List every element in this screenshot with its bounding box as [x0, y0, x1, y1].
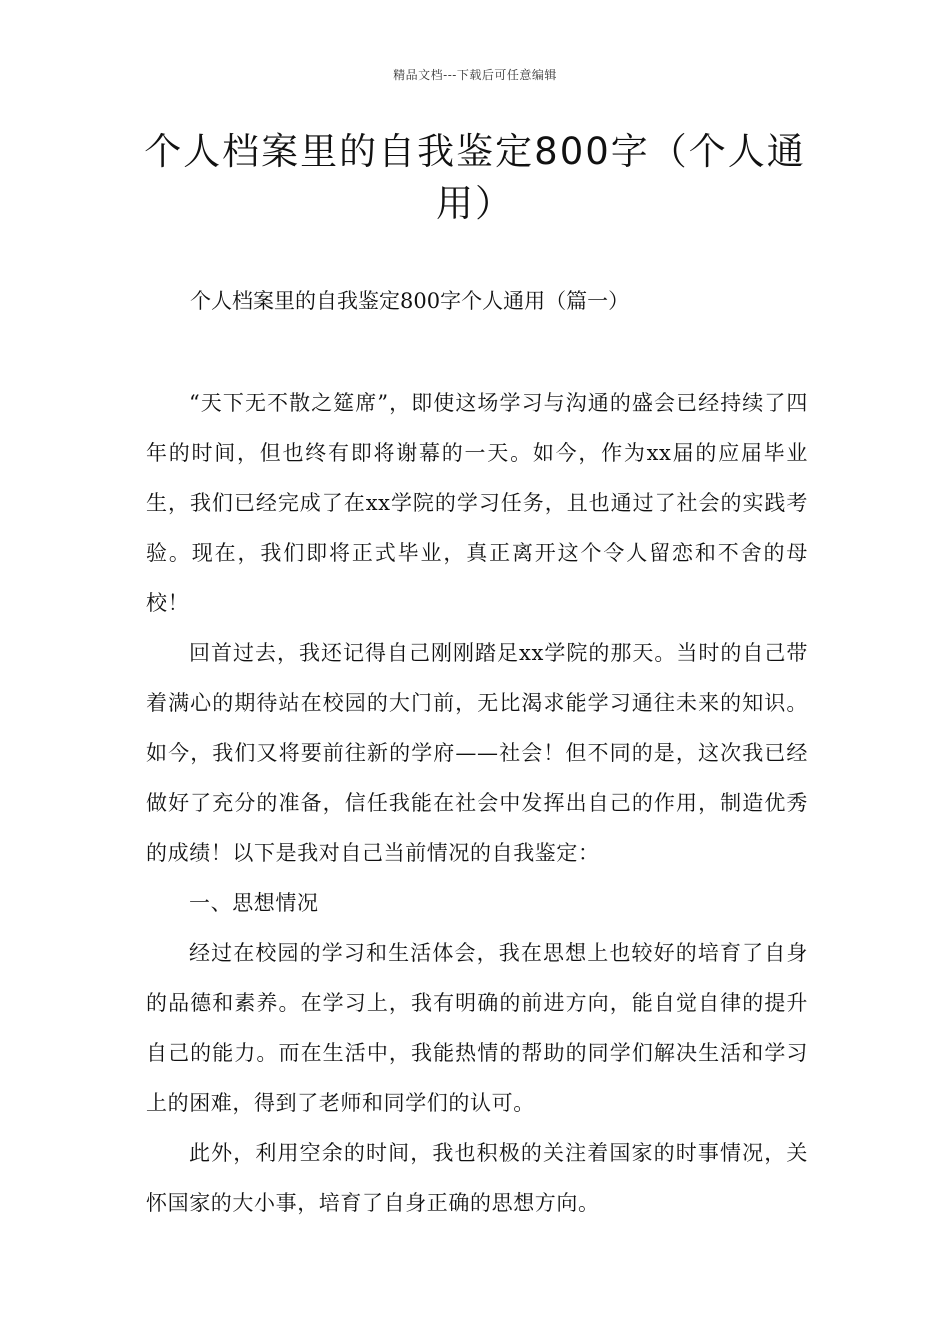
section-heading-thought: 一、思想情况 [189, 891, 319, 915]
document-title: 个人档案里的自我鉴定800字（个人通用） [144, 130, 806, 225]
document-body [146, 378, 808, 1228]
paragraph-intro: “天下无不散之筵席”，即使这场学习与沟通的盛会已经持续了四年的时间，但也终有即将谢幕的一天。如今，作为xx届的应届毕业生，我们已经完成了在xx学院的学习任务，且也通过了社会的实践考验。现在，我们即将正式毕业，真正离开这个令人留恋和不舍的母校！ [146, 391, 808, 615]
paragraph-thought: 经过在校园的学习和生活体会，我在思想上也较好的培育了自身的品德和素养。在学习上，我有明确的前进方向，能自觉自律的提升自己的能力。而在生活中，我能热情的帮助的同学们解决生活和学习上的困难，得到了老师和同学们的认可。 [146, 941, 808, 1115]
header-note: 精品文档---下载后可任意编辑 [393, 68, 557, 82]
paragraph-review: 回首过去，我还记得自己刚刚踏足xx学院的那天。当时的自己带着满心的期待站在校园的大门前，无比渴求能学习通往未来的知识。如今，我们又将要前往新的学府——社会！但不同的是，这次我已经做好了充分的准备，信任我能在社会中发挥出自己的作用，制造优秀的成绩！以下是我对自己当前情况的自我鉴定： [146, 641, 808, 865]
section-subtitle: 个人档案里的自我鉴定800字个人通用（篇一） [190, 289, 630, 313]
paragraph-current-affairs: 此外，利用空余的时间，我也积极的关注着国家的时事情况，关怀国家的大小事，培育了自身正确的思想方向。 [146, 1141, 808, 1215]
